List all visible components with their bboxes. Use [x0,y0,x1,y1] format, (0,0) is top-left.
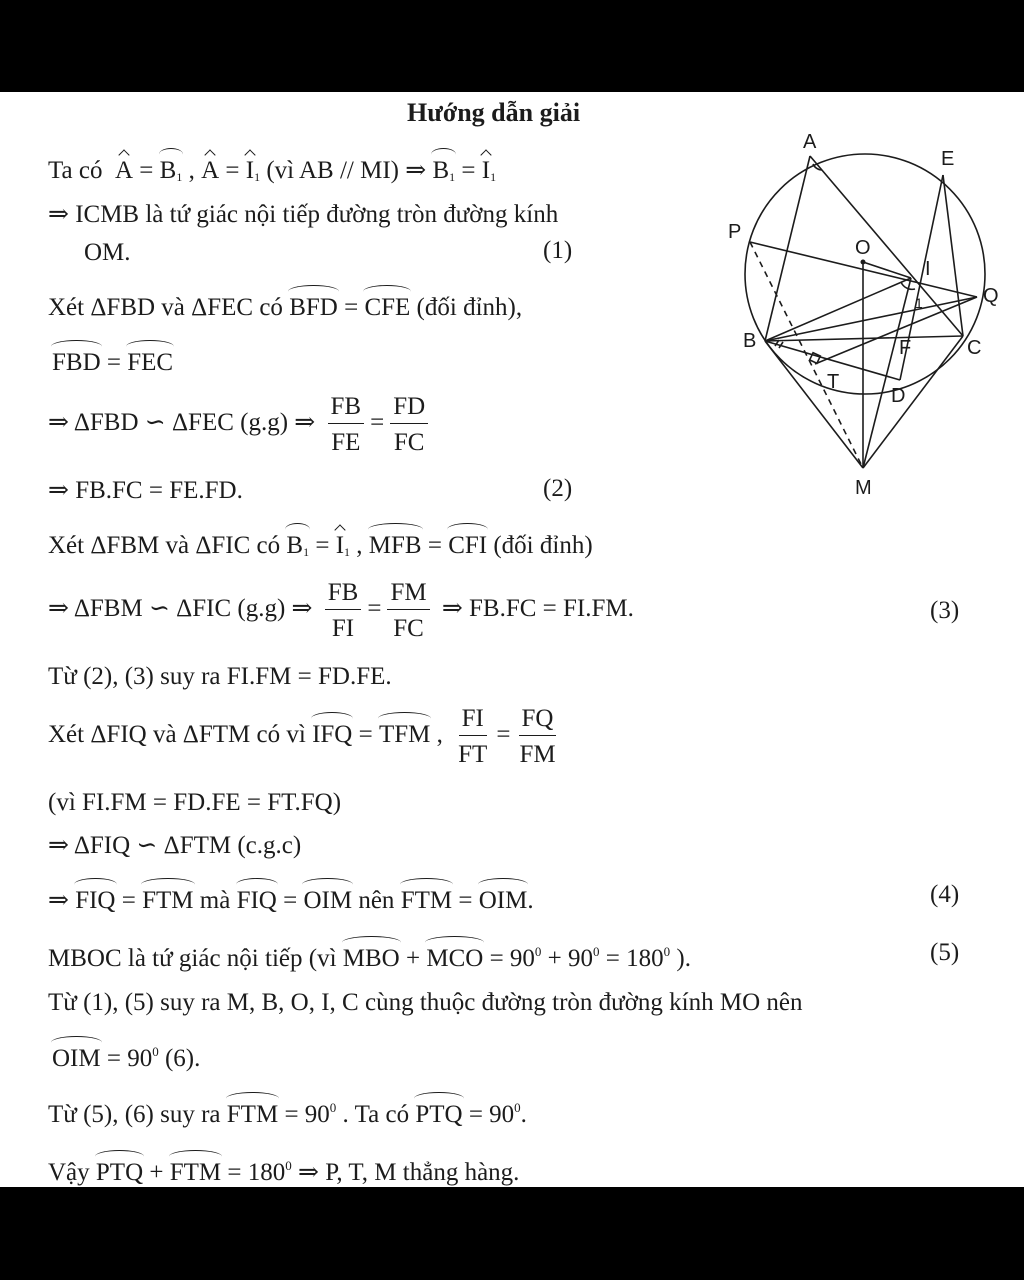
line-14: ⇒ FIQ = FTM mà FIQ = OIM nên FTM = OIM. [48,884,534,913]
label-b: B [743,330,757,352]
line-17: OIM = $90^0$ (6). [52,1044,201,1072]
segment-ac [810,156,963,336]
line-13: ⇒ ΔFIQ ∽ ΔFTM (c.g.c) [48,832,302,859]
center-point-o [861,260,866,265]
line-12: (vì FI.FM = FD.FE = FT.FQ) [48,789,342,816]
fraction-fi-ft: $\frac{FI}{FT}$ [458,705,488,768]
line-9: ⇒ ΔFBM ∽ ΔFIC (g.g) ⇒ $\frac{FB}{FI}$ = $\frac{FM}{FC}$ ⇒ FB.FC = FI.FM. [48,579,634,642]
fraction-fq-fm: $\frac{FQ}{FM}$ [519,705,556,768]
fraction-fb-fi: $\frac{FB}{FI}$ [325,580,362,641]
segment-cm [863,336,963,468]
solution-page [0,92,1024,1187]
fraction-fm-fc: $\frac{FM}{FC}$ [387,580,429,641]
label-e: E [941,148,955,170]
line-4: Xét ΔFBD và ΔFEC có BFD = CFE (đối đỉnh), [48,291,522,320]
equation-tag-3: (3) [930,597,960,624]
segment-ab [765,156,810,341]
line-5: FBD = FEC [52,346,173,375]
solution-title: Hướng dẫn giải [407,98,581,127]
label-p: P [728,221,742,243]
segment-ec [943,175,963,336]
line-10: Từ (2), (3) suy ra FI.FM = FD.FE. [48,663,392,690]
equation-tag-2: (2) [543,475,573,502]
line-8: Xét ΔFBM và ΔFIC có $B_1 = I_1$ , MFB = CFI (đối đỉnh) [48,529,593,558]
line-2: ⇒ ICMB là tứ giác nội tiếp đường tròn đường kính [48,201,559,228]
line-6: ⇒ ΔFBD ∽ ΔFEC (g.g) ⇒ $\frac{FB}{FE}$ = $\frac{FD}{FC}$ [48,394,434,455]
line-19: Vậy PTQ + FTM = $180^0$ ⇒ P, T, M thẳng hàng. [48,1158,520,1186]
segment-im [863,278,911,468]
line-7: ⇒ FB.FC = FE.FD. [48,477,243,504]
fraction-fd-fc: $\frac{FD}{FC}$ [390,394,428,455]
label-o: O [855,237,871,259]
segment-bc [765,336,963,341]
line-1: Ta có $A = B_1$ , $A = I_1$ (vì AB // MI) ⇒ $B_1 = I_1$ [48,154,496,183]
label-i: I [925,258,931,280]
segment-tq [815,297,977,364]
label-q: Q [983,285,999,307]
geometry-figure [715,132,1015,552]
line-18: Từ (5), (6) suy ra FTM = $90^0$ . Ta có PTQ = $90^0$. [48,1100,527,1128]
line-11: Xét ΔFIQ và ΔFTM có vì IFQ = TFM , $\frac{FI}{FT}$ = $\frac{FQ}{FM}$ [48,706,565,767]
line-15: MBOC là tứ giác nội tiếp (vì MBO + MCO = $90^0 + 90^0 = 180^0$ ). [48,944,691,972]
label-m: M [855,477,872,499]
line-16: Từ (1), (5) suy ra M, B, O, I, C cùng thuộc đường tròn đường kính MO nên [48,989,803,1016]
fraction-fb-fe: $\frac{FB}{FE}$ [328,394,365,455]
equation-tag-4: (4) [930,881,960,908]
equation-tag-5: (5) [930,939,960,966]
line-3: OM. [84,239,131,266]
label-a: A [803,132,817,153]
label-t: T [827,371,840,393]
circle-diagram [715,132,1015,552]
label-c: C [967,337,982,359]
segment-bi [765,278,911,341]
dashed-pm [750,242,863,468]
equation-tag-1: (1) [543,237,573,264]
segment-bm [765,341,863,468]
label-f: F [899,337,912,359]
angle-label-1: 1 [915,295,923,311]
label-d: D [891,385,906,407]
angle-mark-i1 [901,282,915,289]
